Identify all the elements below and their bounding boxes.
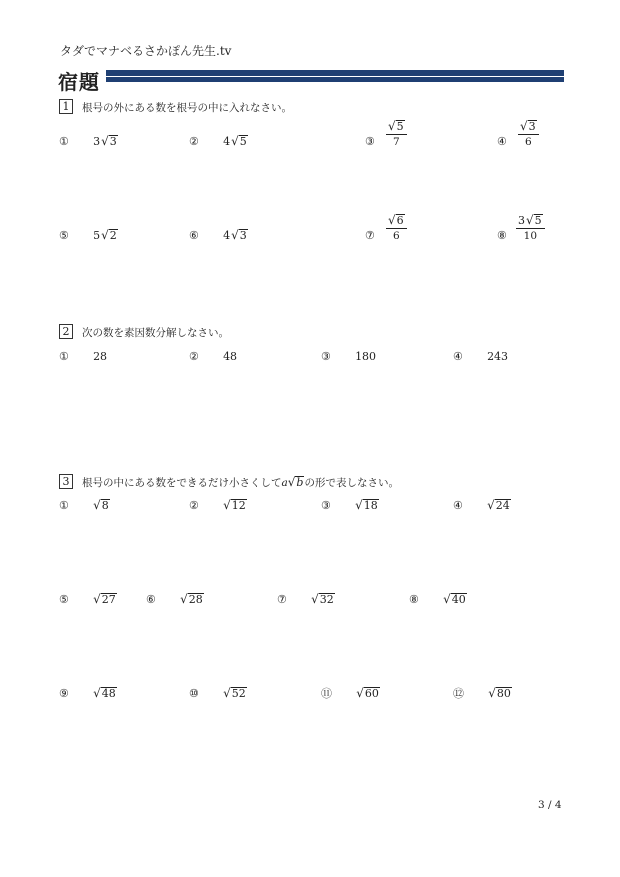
radical (388, 120, 405, 133)
p1-item-3-fraction (386, 120, 407, 148)
denominator: 10 (523, 230, 538, 242)
title-bar (106, 70, 564, 82)
radical (355, 499, 379, 512)
root-sign-icon: √ (93, 592, 101, 606)
p3-item-12 (453, 682, 512, 701)
item-marker: ① (59, 499, 69, 512)
radicand: 80 (496, 687, 511, 700)
p1-item-1 (59, 130, 118, 149)
variable-a: a (281, 477, 288, 489)
radical (388, 214, 405, 227)
root-sign-icon: √ (101, 228, 109, 242)
item-value: 243 (487, 350, 509, 363)
root-sign-icon: √ (223, 498, 231, 512)
p1-item-3-marker-wrap (365, 130, 375, 149)
p1-item-6 (189, 224, 248, 243)
radical (101, 229, 118, 242)
item-marker: ⑥ (146, 593, 156, 606)
radicand: 3 (528, 120, 536, 133)
question-text-end: の形で表しなさい。 (304, 477, 399, 489)
p3-item-5 (59, 588, 117, 607)
radicand: 28 (188, 593, 203, 606)
radical (93, 593, 117, 606)
p2-item-4 (453, 345, 508, 364)
radicand: 27 (101, 593, 116, 606)
problem-3-question (82, 475, 399, 490)
site-name: タダでマナベるさかぽん先生.tv (60, 44, 232, 58)
p1-item-7-marker-wrap (365, 224, 375, 243)
denominator: 6 (392, 230, 400, 242)
coefficient: 4 (223, 229, 231, 242)
root-sign-icon: √ (443, 592, 451, 606)
item-marker: ② (189, 350, 199, 363)
p1-item-8-marker-wrap (497, 224, 507, 243)
radical (487, 499, 511, 512)
item-marker: ⑩ (189, 687, 199, 700)
p3-item-3 (321, 494, 379, 513)
item-marker: ⑥ (189, 229, 199, 242)
radical (356, 687, 380, 700)
radicand: 40 (451, 593, 466, 606)
item-value: 28 (93, 350, 108, 363)
radicand: 5 (396, 120, 404, 133)
p3-item-7 (277, 588, 335, 607)
radical (223, 687, 247, 700)
radicand: 3 (109, 135, 117, 148)
root-sign-icon: √ (311, 592, 319, 606)
item-marker: ② (189, 499, 199, 512)
radical (180, 593, 204, 606)
p3-item-8 (409, 588, 467, 607)
radicand: 5 (239, 135, 247, 148)
item-marker: ① (59, 350, 69, 363)
item-marker: ⑤ (59, 593, 69, 606)
item-marker: ③ (321, 499, 331, 512)
radicand: 5 (534, 214, 542, 227)
item-marker: ⑦ (277, 593, 287, 606)
p2-item-1 (59, 345, 107, 364)
item-marker: ① (59, 135, 69, 148)
p3-item-6 (146, 588, 204, 607)
p3-item-4 (453, 494, 511, 513)
page-number: 3 / 4 (538, 799, 562, 811)
coefficient: 3 (518, 214, 525, 227)
root-sign-icon: √ (488, 686, 496, 700)
p1-item-7-fraction (386, 214, 407, 242)
p3-item-2 (189, 494, 247, 513)
root-sign-icon: √ (231, 228, 239, 242)
problem-2-question: 次の数を素因数分解しなさい。 (82, 327, 229, 339)
radicand: 32 (319, 593, 334, 606)
p2-item-2 (189, 345, 237, 364)
radicand: 24 (495, 499, 510, 512)
root-sign-icon: √ (526, 213, 534, 227)
p1-item-4-marker-wrap (497, 130, 507, 149)
radicand: 60 (364, 687, 379, 700)
item-marker: ④ (453, 350, 463, 363)
item-marker: ⑫ (453, 687, 464, 700)
radical (231, 229, 248, 242)
problem-3-number: 3 (59, 474, 73, 489)
radical (443, 593, 467, 606)
radical (311, 593, 335, 606)
p3-item-9 (59, 682, 117, 701)
p3-item-11 (321, 682, 380, 701)
radicand: 12 (231, 499, 246, 512)
item-marker: ⑦ (365, 229, 375, 242)
radicand: 3 (239, 229, 247, 242)
item-marker: ③ (321, 350, 331, 363)
coefficient: 5 (93, 229, 101, 242)
p3-item-10 (189, 682, 247, 701)
radical (93, 499, 110, 512)
root-sign-icon: √ (223, 686, 231, 700)
radical (520, 120, 537, 133)
root-sign-icon: √ (355, 498, 363, 512)
problem-2-number: 2 (59, 324, 73, 339)
p3-item-1 (59, 494, 110, 513)
item-marker: ③ (365, 135, 375, 148)
item-marker: ② (189, 135, 199, 148)
item-marker: ⑪ (321, 687, 332, 700)
radical (488, 687, 512, 700)
coefficient: 3 (93, 135, 101, 148)
p1-item-8-fraction (516, 214, 545, 242)
problem-1-question: 根号の外にある数を根号の中に入れなさい。 (82, 102, 292, 114)
root-sign-icon: √ (101, 134, 109, 148)
item-marker: ⑧ (497, 229, 507, 242)
question-text-start: 根号の中にある数をできるだけ小さくして (82, 477, 282, 489)
root-sign-icon: √ (520, 119, 528, 133)
item-value: 180 (355, 350, 377, 363)
p1-item-2 (189, 130, 248, 149)
item-value: 48 (223, 350, 238, 363)
root-sign-icon: √ (356, 686, 364, 700)
root-sign-icon: √ (287, 475, 296, 489)
radical (288, 476, 305, 489)
item-marker: ④ (497, 135, 507, 148)
page-title: 宿題 (58, 70, 100, 94)
radicand: 2 (109, 229, 117, 242)
coefficient: 4 (223, 135, 231, 148)
p1-item-5 (59, 224, 118, 243)
radicand: 18 (363, 499, 378, 512)
item-marker: ⑧ (409, 593, 419, 606)
denominator: 7 (392, 136, 400, 148)
root-sign-icon: √ (388, 213, 396, 227)
root-sign-icon: √ (388, 119, 396, 133)
root-sign-icon: √ (180, 592, 188, 606)
radicand: 48 (101, 687, 116, 700)
p1-item-4-fraction (518, 120, 539, 148)
p2-item-3 (321, 345, 376, 364)
radical (231, 135, 248, 148)
root-sign-icon: √ (93, 686, 101, 700)
root-sign-icon: √ (487, 498, 495, 512)
problem-1-number: 1 (59, 99, 73, 114)
root-sign-icon: √ (93, 498, 101, 512)
radical (223, 499, 247, 512)
radical (93, 687, 117, 700)
radicand: 6 (396, 214, 404, 227)
radicand: 8 (101, 499, 109, 512)
item-marker: ⑨ (59, 687, 69, 700)
radical (526, 214, 543, 227)
item-marker: ⑤ (59, 229, 69, 242)
denominator: 6 (524, 136, 532, 148)
item-marker: ④ (453, 499, 463, 512)
variable-b: b (296, 476, 304, 489)
radicand: 52 (231, 687, 246, 700)
radical (101, 135, 118, 148)
root-sign-icon: √ (231, 134, 239, 148)
